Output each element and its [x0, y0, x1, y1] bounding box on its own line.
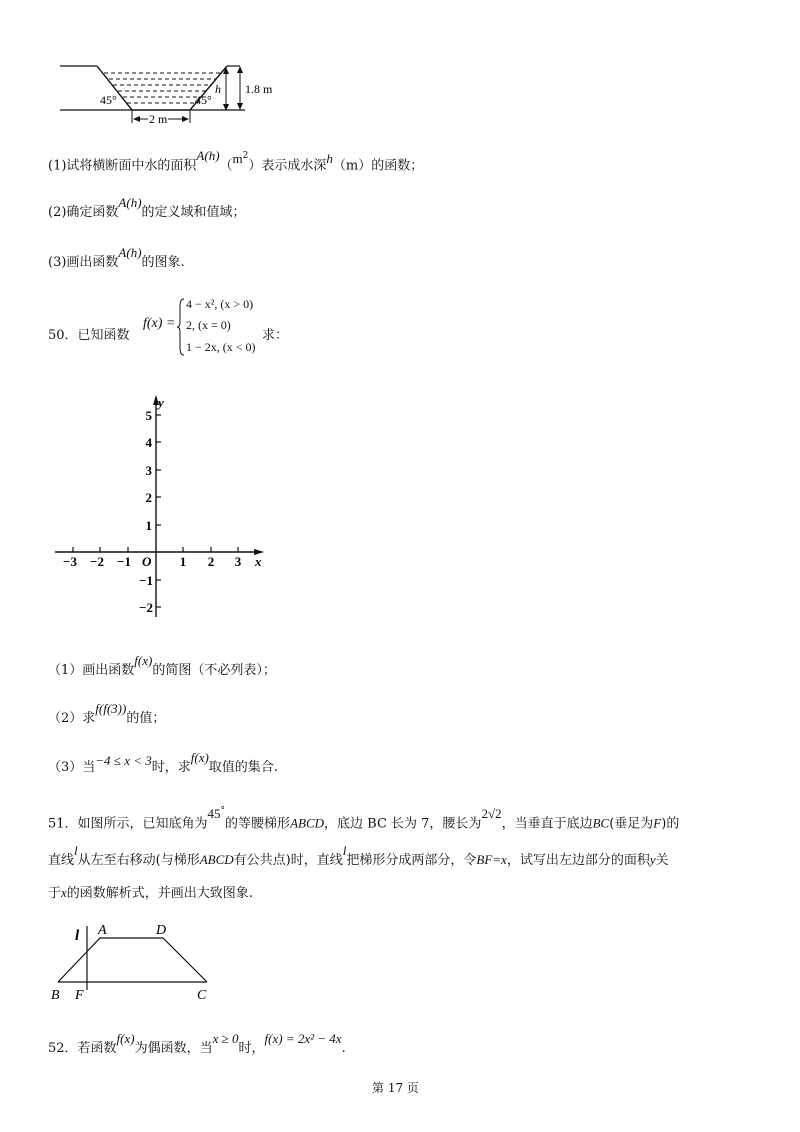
depth-label: h	[215, 82, 221, 96]
coordinate-axes	[50, 385, 280, 625]
y-tick-label: 3	[145, 463, 152, 478]
x-axis-label: x	[255, 554, 262, 569]
bottom-width-label: 2 m	[149, 112, 168, 126]
height-label: 1.8 m	[245, 82, 273, 96]
x-tick-label: 2	[207, 554, 215, 569]
piecewise-case-3: 1 − 2x, (x < 0)	[186, 340, 256, 354]
q51-line1: 51．如图所示，已知底角为45°的等腰梯形ABCD，底边 BC 长为 7，腰长为2√2，当垂直于底边BC(垂足为F)的	[48, 806, 680, 832]
q51-line2: 直线l从左至右移动(与梯形ABCD有公共点)时，直线l把梯形分成两部分，令BF=x，试写出左边部分的面积y关	[48, 843, 669, 868]
q49-part1: (1)试将横断面中水的面积$A(h)(m^2)$表示成水深h（m）的函数；	[48, 148, 424, 174]
vertex-d-label: D	[156, 923, 167, 938]
y-tick-label: 5	[145, 408, 152, 423]
q50-part3: （3）当−4 ≤ x < 3时，求f(x)取值的集合.	[48, 750, 278, 775]
y-tick-label: 2	[145, 490, 152, 505]
vertex-a-label: A	[98, 923, 107, 938]
vertex-b-label: B	[51, 988, 60, 1003]
origin-label: O	[142, 554, 152, 569]
x-tick-label: −1	[117, 554, 131, 569]
point-f-label: F	[75, 988, 84, 1003]
y-tick-label: −2	[139, 600, 153, 615]
y-tick-label: 1	[145, 518, 152, 533]
q50-suffix: 求：	[262, 328, 289, 343]
trapezoid-figure	[45, 918, 225, 1006]
x-tick-label: 3	[234, 554, 242, 569]
vertex-c-label: C	[197, 988, 207, 1003]
q50-number: 50．已知函数	[48, 328, 130, 343]
angle-left-label: 45°	[100, 93, 117, 107]
angle-right-label: 45°	[195, 93, 212, 107]
y-tick-label: 4	[145, 435, 152, 450]
x-tick-label: −3	[63, 554, 77, 569]
channel-figure	[55, 55, 285, 130]
x-tick-label: 1	[179, 554, 187, 569]
q50-part1: （1）画出函数f(x)的简图（不必列表）；	[48, 653, 276, 678]
q51-line3: 于x的函数解析式，并画出大致图象.	[48, 885, 253, 901]
piecewise-case-2: 2, (x = 0)	[186, 318, 231, 332]
y-axis-label: y	[158, 395, 164, 410]
y-tick-label: −1	[139, 573, 153, 588]
piecewise-brace	[177, 298, 185, 356]
q49-part3: (3)画出函数A(h)的图象.	[48, 245, 185, 270]
x-tick-label: −2	[90, 554, 104, 569]
page-number: 第 17 页	[372, 1081, 419, 1095]
q50-func: f(x) =	[143, 316, 176, 331]
q52-line: 52．若函数f(x)为偶函数，当x ≥ 0时，f(x) = 2x² − 4x.	[48, 1031, 346, 1056]
piecewise-case-1: 4 − x², (x > 0)	[186, 297, 254, 311]
q50-part2: （2）求f(f(3))的值；	[48, 701, 166, 726]
q49-part2: (2)确定函数A(h)的定义域和值域；	[48, 195, 246, 220]
line-l-label: l	[75, 928, 80, 944]
